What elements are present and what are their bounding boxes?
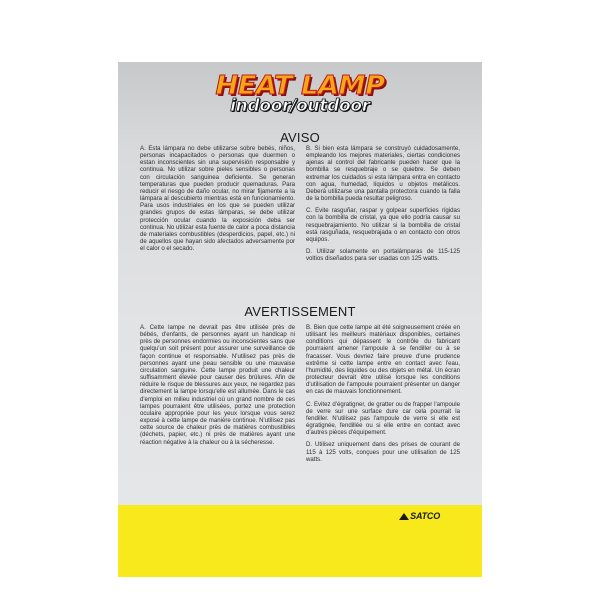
french-paragraph-d: D. Utilisez uniquement dans des prises de courant de 115 à 125 volts, conçues pour une utilisation de 125 watts. <box>306 441 460 463</box>
warning-label-panel <box>118 62 482 577</box>
heading-avertissement: AVERTISSEMENT <box>244 304 356 319</box>
spanish-column-left <box>140 145 295 257</box>
french-paragraph-a: A. Cette lampe ne devrait pas être utilisée près de bébés, d'enfants, de personnes ayant un handicap ni près de personnes endormies ou inconscientes sans que quelqu'un soit présent pour assurer une surveillance de façon continue et responsable. N'utilisez pas près de personnes ayant une peau sensible ou une mauvaise circulation sanguine. Cette lampe produit une chaleur suffisamment élevée pour causer des brûlures. Afin de réduire le risque de blessures aux yeux, ne regardez pas directement la lampe lorsqu'elle est allumée. Dans le cas d'emploi en milieu industriel où un grand nombre de ces lampes pourraient être utilisées, portez une protection oculaire appropriée pour les yeux lorsque vous serez exposé à cette lampe de manière continue. N'utilisez pas cette source de chaleur près de matières combustibles (déchets, papier, etc.) ni près de matières ayant une réaction négative à la chaleur ou à la sécheresse. <box>140 324 295 446</box>
french-column-right <box>306 324 460 468</box>
spanish-paragraph-c: C. Evite rasguñar, raspar y golpear superficies rígidas con la bombilla de cristal, ya que ello podría causar su resquebrajamiento. No utilizar si la bombilla de cristal está rasguñada, resquebrajada o en contacto con otros equipos. <box>306 207 460 243</box>
title-heat-lamp: HEAT LAMP <box>215 71 385 101</box>
title-indoor-outdoor: indoor/outdoor <box>230 96 370 116</box>
spanish-paragraph-b: B. Si bien esta lámpara se construyó cuidadosamente, empleando los mejores materiales, ciertas condiciones ajenas al control del fabricante pueden hacer que la bombilla se resquebraje o se quiebre. Se deben extremar los cuidados si esta lámpara entra en contacto con agua, humedad, líquidos u objetos metálicos. Deberá utilizarse una pantalla protectora cuando la falla de la bombilla pueda resultar peligroso. <box>306 145 460 203</box>
french-paragraph-c: C. Evitez d'égratigner, de gratter ou de frapper l'ampoule de verre sur une surface dure car cela pourrait la fendiller. N'utilisez pas l'ampoule de verre si elle est égratignée, fendillée ou si elle entre en contact avec d'autres pièces d'équipement. <box>306 400 460 437</box>
product-title <box>118 71 482 116</box>
french-column-left <box>140 324 295 451</box>
brand-triangle-icon <box>399 513 409 520</box>
spanish-column-right <box>306 145 460 267</box>
brand-logo <box>399 511 440 521</box>
heading-aviso: AVISO <box>280 130 320 145</box>
spanish-paragraph-d: D. Utilizar solamente en portalámparas de 115-125 voltios diseñados para ser usadas con 125 watts. <box>306 248 460 263</box>
spanish-paragraph-a: A. Esta lámpara no debe utilizarse sobre bebés, niños, personas incapacitados o personas que duermen o estan inconscientes sin una supervisión responsable y continua. No utilizar sobre pieles sensibles o personas con circulación sanguinea deficiente. Se generan temperaturas que pueden producir quemaduras. Para reducir el riesgo de daño ocular, no mirar fijamente a la lámpara al descubierto mientras está en funcionamiento. Para usos industriales en los que se pueden utilizar grandes grupos de estas lámparas, se debe utilizar protección ocular cuando la exposición deba ser continua. No utilizar esta fuente de calor a poca distancia de materiales combustibles (desperdicios, papel, etc.) ni de aquellos que hayan sido afectados adversamente por el calor o el secado. <box>140 145 295 253</box>
brand-name: SATCO <box>410 511 440 521</box>
french-paragraph-b: B. Bien que cette lampe ait été soigneusement créée en utilisant les meilleurs matériaux disponibles, certaines conditions qui dépassent le contrôle du fabricant pourraient amener l'ampoule à se fendiller ou à se fracasser. Vous devriez faire preuve d'une prudence extrême si cette lampe entre en contact avec l'eau, l'humidité, des liquides ou des objets en métal. Un écran protecteur devrait être utilisé lorsque les conditions d'utilisation de l'ampoule pourraient présenter un danger en cas de mauvais fonctionnement. <box>306 324 460 396</box>
